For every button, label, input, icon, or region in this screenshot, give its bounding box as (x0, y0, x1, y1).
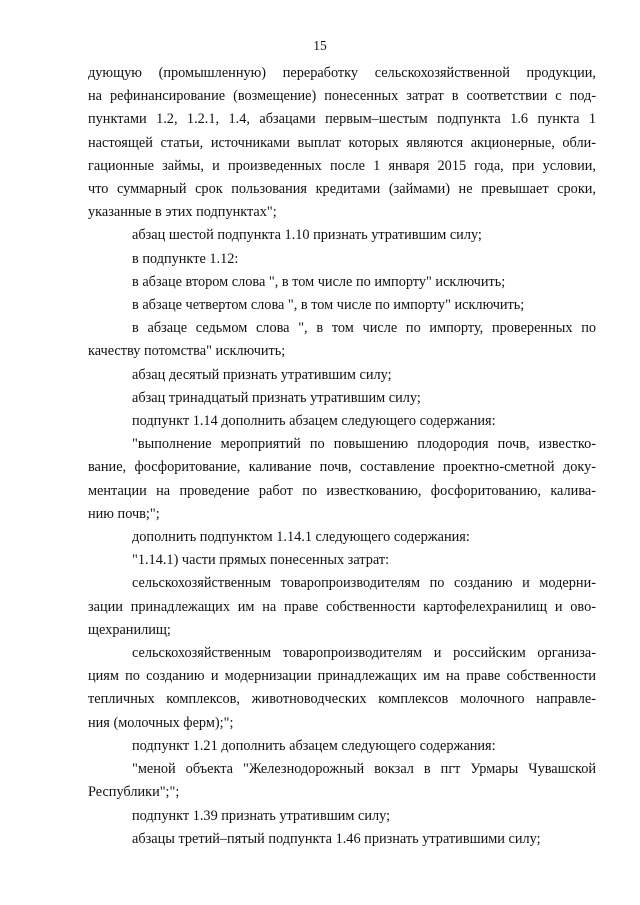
text-line: абзац десятый признать утратившим силу; (132, 366, 392, 383)
text-line: Республики";"; (88, 784, 180, 801)
text-line: подпункт 1.39 признать утратившим силу; (132, 807, 391, 824)
text-line: настоящей статьи, источниками выплат которых являются акционерные, обли- (88, 134, 596, 151)
text-line: сельскохозяйственным товаропроизводителям по созданию и модерни- (132, 575, 596, 592)
text-line: сельскохозяйственным товаропроизводителям и российским организа- (132, 645, 596, 662)
text-line: подпункт 1.14 дополнить абзацем следующего содержания: (132, 413, 496, 430)
text-line: циям по созданию и модернизации принадлежащих им на праве собственности (88, 668, 596, 685)
text-line: "меной объекта "Железнодорожный вокзал в пгт Урмары Чувашской (132, 761, 596, 778)
text-line: пунктами 1.2, 1.2.1, 1.4, абзацами первым–шестым подпункта 1.6 пункта 1 (88, 111, 596, 128)
text-line: абзацы третий–пятый подпункта 1.46 признать утратившими силу; (132, 830, 541, 847)
text-line: гационные займы, и произведенных после 1 января 2015 года, при условии, (88, 157, 596, 174)
text-line: подпункт 1.21 дополнить абзацем следующего содержания: (132, 737, 496, 754)
text-line: дополнить подпунктом 1.14.1 следующего содержания: (132, 529, 470, 546)
text-line: тепличных комплексов, животноводческих комплексов молочного направле- (88, 691, 596, 708)
document-text (88, 62, 596, 851)
text-line: ния (молочных ферм);"; (88, 714, 234, 731)
text-line: зации принадлежащих им на праве собственности картофелехранилищ и ово- (88, 598, 596, 615)
text-line: щехранилищ; (88, 621, 171, 638)
text-line: "1.14.1) части прямых понесенных затрат: (132, 552, 390, 569)
text-line: указанные в этих подпунктах"; (88, 204, 277, 221)
text-line: качеству потомства" исключить; (88, 343, 286, 360)
text-line: нию почв;"; (88, 505, 160, 522)
text-line: в абзаце четвертом слова ", в том числе по импорту" исключить; (132, 297, 525, 314)
text-line: абзац тринадцатый признать утратившим силу; (132, 389, 421, 406)
text-line: абзац шестой подпункта 1.10 признать утратившим силу; (132, 227, 482, 244)
text-line: в подпункте 1.12: (132, 250, 239, 267)
page-number: 15 (313, 38, 327, 53)
text-line: дующую (промышленную) переработку сельскохозяйственной продукции, (88, 65, 596, 81)
text-line: в абзаце седьмом слова ", в том числе по импорту, проверенных по (132, 320, 596, 337)
text-line: вание, фосфоритование, каливание почв, составление проектно-сметной доку- (88, 459, 596, 476)
text-line: что суммарный срок пользования кредитами (займами) не превышает сроки, (88, 181, 596, 198)
text-line: на рефинансирование (возмещение) понесенных затрат в соответствии с под- (88, 88, 596, 105)
text-line: в абзаце втором слова ", в том числе по импорту" исключить; (132, 273, 506, 290)
text-line: ментации на проведение работ по известкованию, фосфоритованию, калива- (88, 482, 596, 499)
text-line: "выполнение мероприятий по повышению плодородия почв, известко- (132, 436, 596, 453)
